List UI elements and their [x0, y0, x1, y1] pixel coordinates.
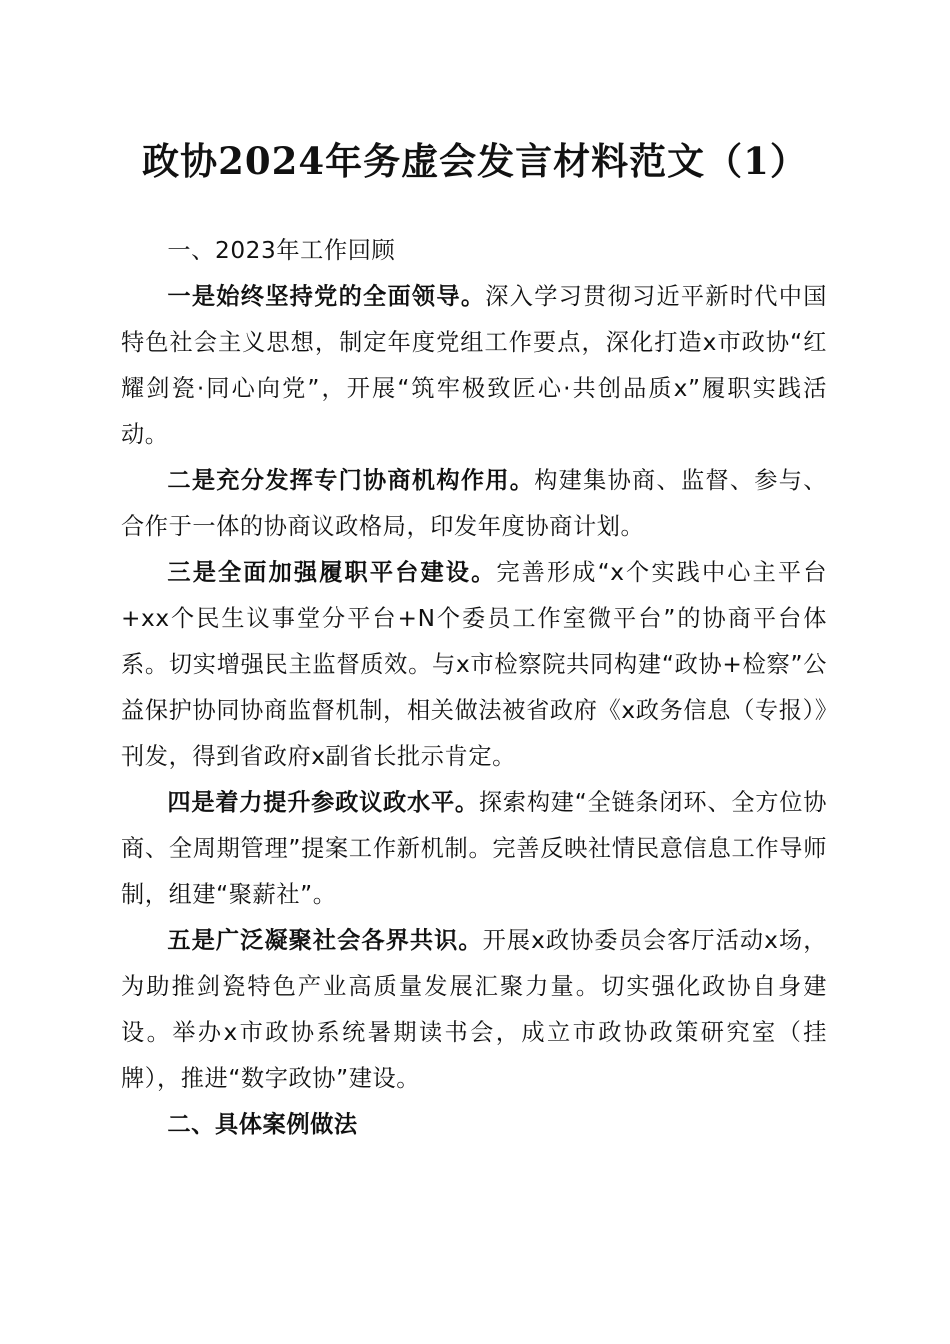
paragraph-text: 开展x政协委员会客厅活动x场，为助推剑瓷特色产业高质量发展汇聚力量。切实强化政协自身建设。举办x市政协系统暑期读书会，成立市政协政策研究室（挂牌），推进“数字政协”建设。	[121, 927, 827, 1092]
paragraph-lead: 四是着力提升参政议政水平。	[167, 789, 479, 816]
document-body	[121, 228, 827, 1148]
paragraph-lead: 二是充分发挥专门协商机构作用。	[167, 467, 535, 494]
paragraph-political-participation	[121, 780, 827, 918]
paragraph-lead: 三是全面加强履职平台建设。	[167, 559, 497, 586]
paragraph-consultation-role	[121, 458, 827, 550]
paragraph-social-consensus	[121, 918, 827, 1102]
paragraph-lead: 五是广泛凝聚社会各界共识。	[167, 927, 483, 954]
section-heading-review: 一、2023年工作回顾	[167, 237, 396, 264]
paragraph-text: 构建集协商、监督、参与、合作于一体的协商议政格局，印发年度协商计划。	[121, 467, 828, 540]
paragraph-text: 探索构建“全链条闭环、全方位协商、全周期管理”提案工作新机制。完善反映社情民意信息工作导师制，组建“聚薪社”。	[121, 789, 827, 908]
paragraph-text: 完善形成“x个实践中心主平台+xx个民生议事堂分平台+N个委员工作室微平台”的协商平台体系。切实增强民主监督质效。与x市检察院共同构建“政协+检察”公益保护协同协商监督机制，相关做法被省政府《x政务信息（专报）》刊发，得到省政府x副省长批示肯定。	[121, 559, 827, 770]
paragraph-lead: 一是始终坚持党的全面领导。	[167, 283, 486, 310]
document-title: 政协2024年务虚会发言材料范文（1）	[142, 139, 808, 183]
paragraph-text: 深入学习贯彻习近平新时代中国特色社会主义思想，制定年度党组工作要点，深化打造x市政协“红耀剑瓷·同心向党”，开展“筑牢极致匠心·共创品质x”履职实践活动。	[121, 283, 827, 448]
paragraph-party-leadership	[121, 274, 827, 458]
section-heading-cases: 二、具体案例做法	[167, 1111, 358, 1138]
paragraph-platform-building	[121, 550, 827, 780]
